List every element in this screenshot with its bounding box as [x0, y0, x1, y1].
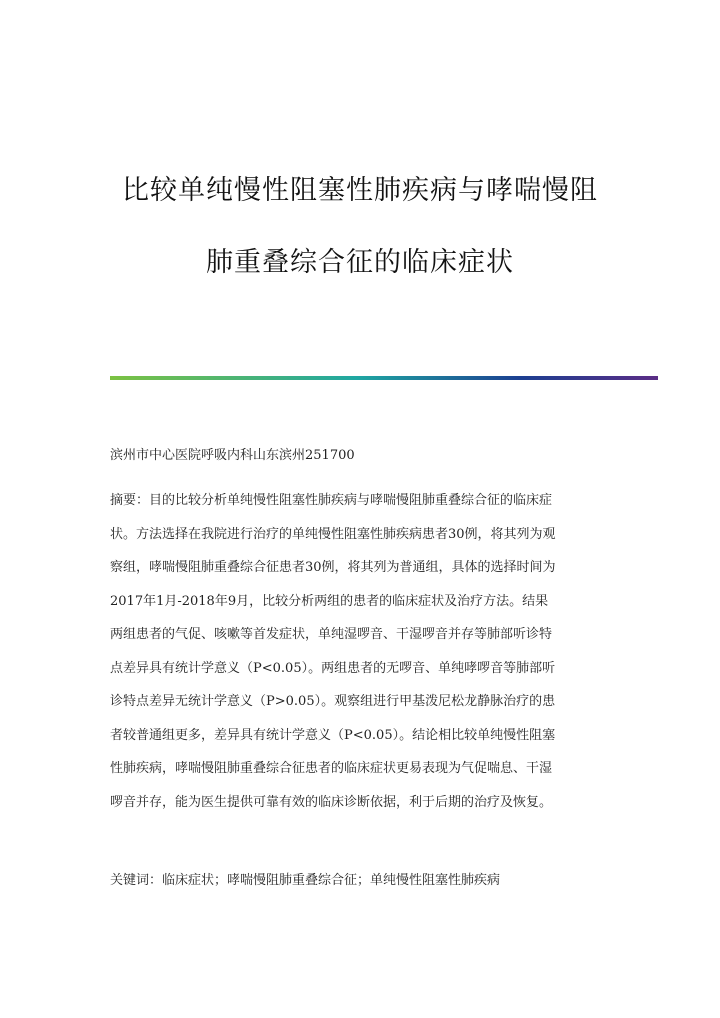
abstract-line: 者较普通组更多，差异具有统计学意义（P<0.05）。结论相比较单纯慢性阻塞 — [110, 727, 556, 743]
abstract-line: 点差异具有统计学意义（P<0.05）。两组患者的无啰音、单纯哮啰音等肺部听 — [110, 660, 556, 676]
abstract-line: 性肺疾病，哮喘慢阻肺重叠综合征患者的临床症状更易表现为气促喘息、干湿 — [110, 761, 553, 776]
author-affiliation: 滨州市中心医院呼吸内科山东滨州251700 — [110, 448, 355, 463]
abstract-line: 察组，哮喘慢阻肺重叠综合征患者30例，将其列为普通组，具体的选择时间为 — [110, 560, 556, 575]
title-divider — [110, 376, 658, 380]
abstract-line: 两组患者的气促、咳嗽等首发症状，单纯湿啰音、干湿啰音并存等肺部听诊特 — [110, 627, 553, 642]
abstract — [110, 484, 610, 819]
abstract-line: 2017年1月-2018年9月，比较分析两组的患者的临床症状及治疗方法。结果 — [110, 593, 549, 609]
abstract-line: 摘要：目的比较分析单纯慢性阻塞性肺疾病与哮喘慢阻肺重叠综合征的临床症 — [110, 493, 553, 508]
abstract-line: 诊特点差异无统计学意义（P>0.05）。观察组进行甲基泼尼松龙静脉治疗的患 — [110, 694, 556, 709]
keywords: 关键词：临床症状；哮喘慢阻肺重叠综合征；单纯慢性阻塞性肺疾病 — [110, 873, 501, 888]
paper-title-line-2: 肺重叠综合征的临床症状 — [206, 247, 514, 278]
abstract-line: 状。方法选择在我院进行治疗的单纯慢性阻塞性肺疾病患者30例，将其列为观 — [110, 526, 556, 542]
paper-title-line-1: 比较单纯慢性阻塞性肺疾病与哮喘慢阻 — [122, 175, 598, 206]
abstract-line: 啰音并存，能为医生提供可靠有效的临床诊断依据，利于后期的治疗及恢复。 — [110, 794, 553, 810]
